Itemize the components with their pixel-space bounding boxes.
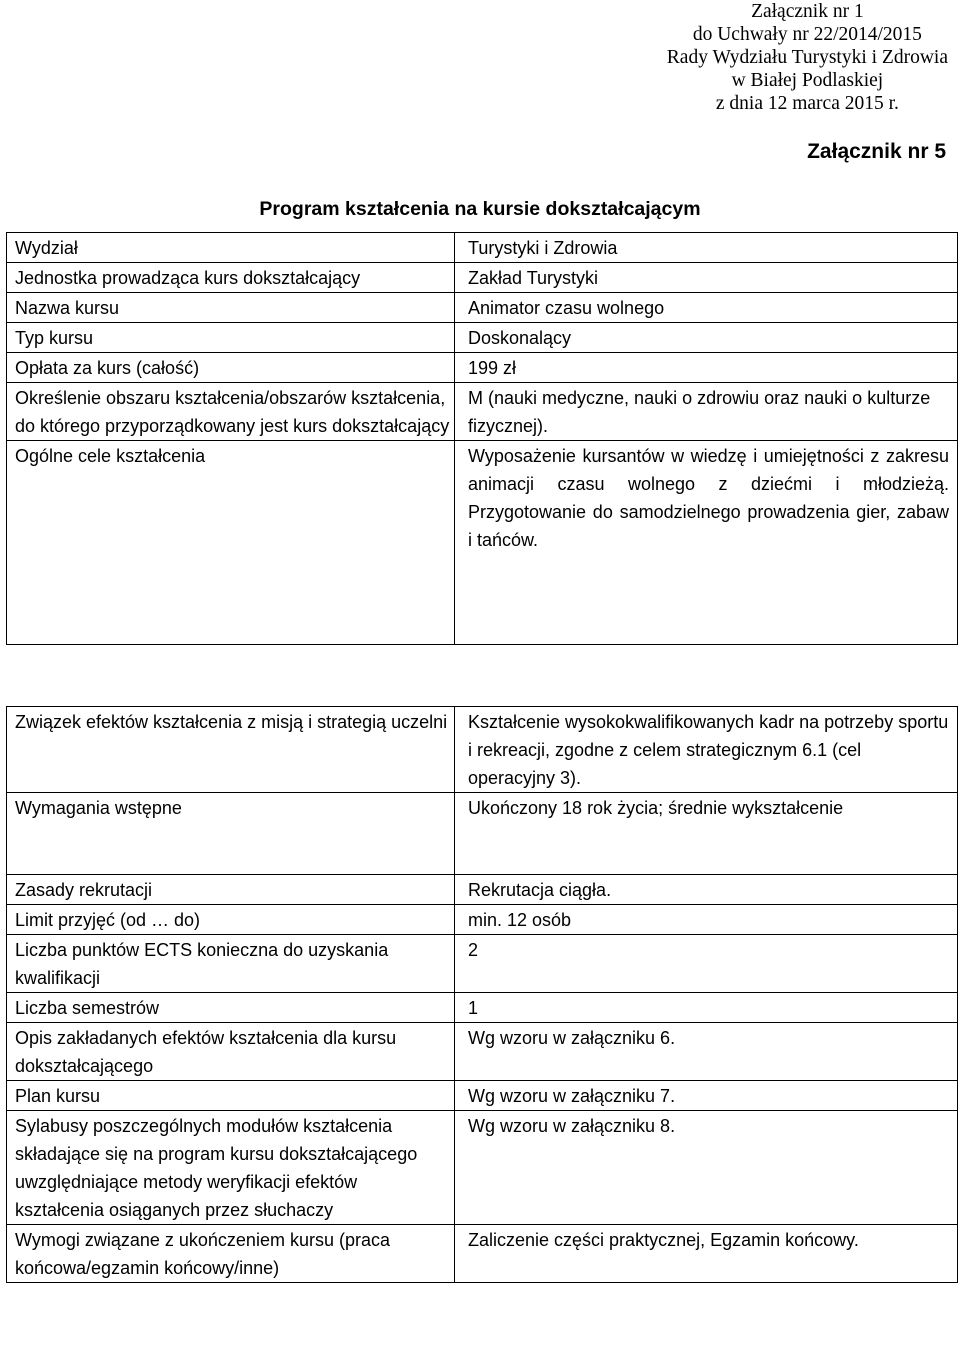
table-row bbox=[7, 793, 958, 875]
table-row bbox=[7, 233, 958, 263]
table-row bbox=[7, 707, 958, 793]
table-row bbox=[7, 263, 958, 293]
row-value: Wg wzoru w załączniku 7. bbox=[455, 1081, 958, 1111]
row-value: Animator czasu wolnego bbox=[455, 293, 958, 323]
row-value: Rekrutacja ciągła. bbox=[455, 875, 958, 905]
row-label: Opłata za kurs (całość) bbox=[7, 353, 455, 383]
header-line: do Uchwały nr 22/2014/2015 bbox=[692, 24, 922, 45]
row-label: Określenie obszaru kształcenia/obszarów kształcenia, do którego przyporządkowany jest kurs dokształcający bbox=[7, 383, 455, 441]
table-row bbox=[7, 935, 958, 993]
row-label: Zasady rekrutacji bbox=[7, 875, 455, 905]
row-label: Jednostka prowadząca kurs dokształcający bbox=[7, 263, 455, 293]
row-value: Wyposażenie kursantów w wiedzę i umiejętności z zakresu animacji czasu wolnego z dziećmi i młodzieżą. Przygotowanie do samodzielnego prowadzenia gier, zabaw i tańców. bbox=[455, 441, 958, 645]
row-label: Związek efektów kształcenia z misją i strategią uczelni bbox=[7, 707, 455, 793]
row-label: Liczba semestrów bbox=[7, 993, 455, 1023]
row-value: Wg wzoru w załączniku 6. bbox=[455, 1023, 958, 1081]
row-value: Zaliczenie części praktycznej, Egzamin końcowy. bbox=[455, 1225, 958, 1283]
row-value: Zakład Turystyki bbox=[455, 263, 958, 293]
row-value: Doskonalący bbox=[455, 323, 958, 353]
row-value: M (nauki medyczne, nauki o zdrowiu oraz nauki o kulturze fizycznej). bbox=[455, 383, 958, 441]
row-label: Wymogi związane z ukończeniem kursu (praca końcowa/egzamin końcowy/inne) bbox=[7, 1225, 455, 1283]
row-label: Wydział bbox=[7, 233, 455, 263]
program-table-part-1 bbox=[6, 232, 958, 645]
row-value: Ukończony 18 rok życia; średnie wykształcenie bbox=[455, 793, 958, 875]
table-row bbox=[7, 1225, 958, 1283]
program-table-part-3 bbox=[6, 874, 958, 1283]
row-label: Limit przyjęć (od … do) bbox=[7, 905, 455, 935]
table-row bbox=[7, 1081, 958, 1111]
row-label: Opis zakładanych efektów kształcenia dla kursu dokształcającego bbox=[7, 1023, 455, 1081]
table-row bbox=[7, 323, 958, 353]
row-value: 199 zł bbox=[455, 353, 958, 383]
table-row bbox=[7, 875, 958, 905]
table-row bbox=[7, 353, 958, 383]
row-label: Liczba punktów ECTS konieczna do uzyskania kwalifikacji bbox=[7, 935, 455, 993]
row-label: Wymagania wstępne bbox=[7, 793, 455, 875]
row-value: min. 12 osób bbox=[455, 905, 958, 935]
table-row bbox=[7, 1023, 958, 1081]
resolution-reference bbox=[667, 0, 948, 115]
table-row bbox=[7, 905, 958, 935]
table-row bbox=[7, 993, 958, 1023]
table-row bbox=[7, 383, 958, 441]
row-value: 2 bbox=[455, 935, 958, 993]
row-label: Ogólne cele kształcenia bbox=[7, 441, 455, 645]
program-table-part-2 bbox=[6, 706, 958, 875]
row-label: Plan kursu bbox=[7, 1081, 455, 1111]
document-title: Program kształcenia na kursie dokształcającym bbox=[259, 198, 701, 220]
table-row bbox=[7, 441, 958, 645]
header-line: w Białej Podlaskiej bbox=[731, 70, 884, 91]
row-value: Wg wzoru w załączniku 8. bbox=[455, 1111, 958, 1225]
annex-label: Załącznik nr 5 bbox=[807, 140, 946, 163]
row-value: Turystyki i Zdrowia bbox=[455, 233, 958, 263]
header-line: z dnia 12 marca 2015 r. bbox=[715, 93, 899, 114]
header-line: Rady Wydziału Turystyki i Zdrowia bbox=[666, 47, 948, 68]
row-label: Nazwa kursu bbox=[7, 293, 455, 323]
table-row bbox=[7, 1111, 958, 1225]
row-value: Kształcenie wysokokwalifikowanych kadr na potrzeby sportu i rekreacji, zgodne z celem strategicznym 6.1 (cel operacyjny 3). bbox=[455, 707, 958, 793]
row-value: 1 bbox=[455, 993, 958, 1023]
row-label: Sylabusy poszczególnych modułów kształcenia składające się na program kursu dokształcającego uwzględniające metody weryfikacji efektów kształcenia osiąganych przez słuchaczy bbox=[7, 1111, 455, 1225]
header-line: Załącznik nr 1 bbox=[751, 1, 864, 22]
row-label: Typ kursu bbox=[7, 323, 455, 353]
table-row bbox=[7, 293, 958, 323]
